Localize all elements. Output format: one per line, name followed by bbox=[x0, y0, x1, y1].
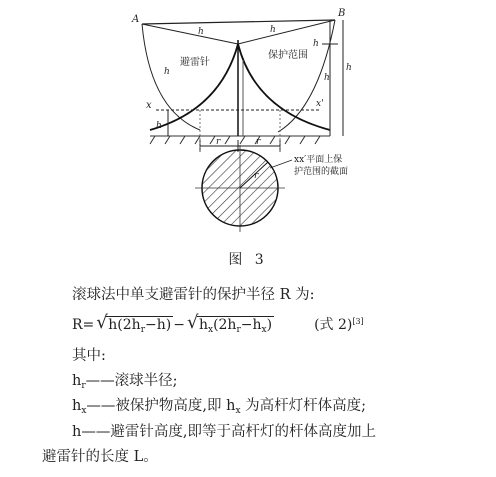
label-h1: h bbox=[313, 39, 319, 49]
sqrt-2: √ $h_x(2h_r-h_x)$ bbox=[186, 312, 273, 335]
label-hr-left: h bbox=[198, 27, 204, 37]
label-b: B bbox=[338, 8, 346, 19]
figure-caption: 图 3 bbox=[228, 252, 268, 268]
label-x-prime: x' bbox=[316, 99, 324, 109]
ground-hatch bbox=[150, 136, 330, 144]
where-line: 其中: bbox=[72, 348, 106, 364]
formula-minus: − bbox=[173, 317, 185, 333]
label-range: 保护范围 bbox=[268, 50, 308, 61]
line-ab bbox=[142, 20, 335, 24]
reference: [3] bbox=[352, 317, 364, 326]
line-a-tip bbox=[142, 24, 238, 44]
formula bbox=[72, 314, 364, 335]
label-h-right: h bbox=[346, 63, 352, 73]
formula-lhs: R= bbox=[72, 317, 95, 333]
label-rx-right: r bbox=[256, 137, 261, 147]
label-rod: 避雷针 bbox=[180, 57, 210, 68]
label-x: x bbox=[146, 100, 152, 111]
def-h-cont: 避雷针的长度 L。 bbox=[42, 449, 158, 465]
label-section2: 护范围的截面 bbox=[294, 167, 349, 177]
line-b-tip bbox=[238, 20, 335, 44]
label-rx-left: r bbox=[216, 137, 221, 147]
def-hx: $h_x——$被保护物高度,即 $h_x$ 为高杆灯杆体高度; bbox=[72, 398, 367, 416]
label-hx: h bbox=[156, 121, 162, 131]
label-a: A bbox=[132, 14, 140, 25]
leader-section bbox=[270, 160, 292, 168]
def-hr: $h_r——$滚球半径; bbox=[72, 373, 178, 391]
label-hr-arc: h bbox=[164, 67, 170, 77]
arc-left bbox=[142, 24, 200, 130]
intro-line: 滚球法中单支避雷针的保护半径 R 为: bbox=[72, 287, 315, 303]
equation-number: (式 2) bbox=[314, 317, 353, 333]
sqrt-1: √ $h(2h_r-h)$ bbox=[96, 312, 172, 335]
label-h1-top: h bbox=[270, 25, 276, 35]
label-section: xx′平面上保 bbox=[294, 155, 343, 165]
label-r: r bbox=[254, 171, 259, 181]
label-h: h bbox=[324, 73, 330, 83]
def-h: h——避雷针高度,即等于高杆灯的杆体高度加上 bbox=[72, 424, 376, 440]
